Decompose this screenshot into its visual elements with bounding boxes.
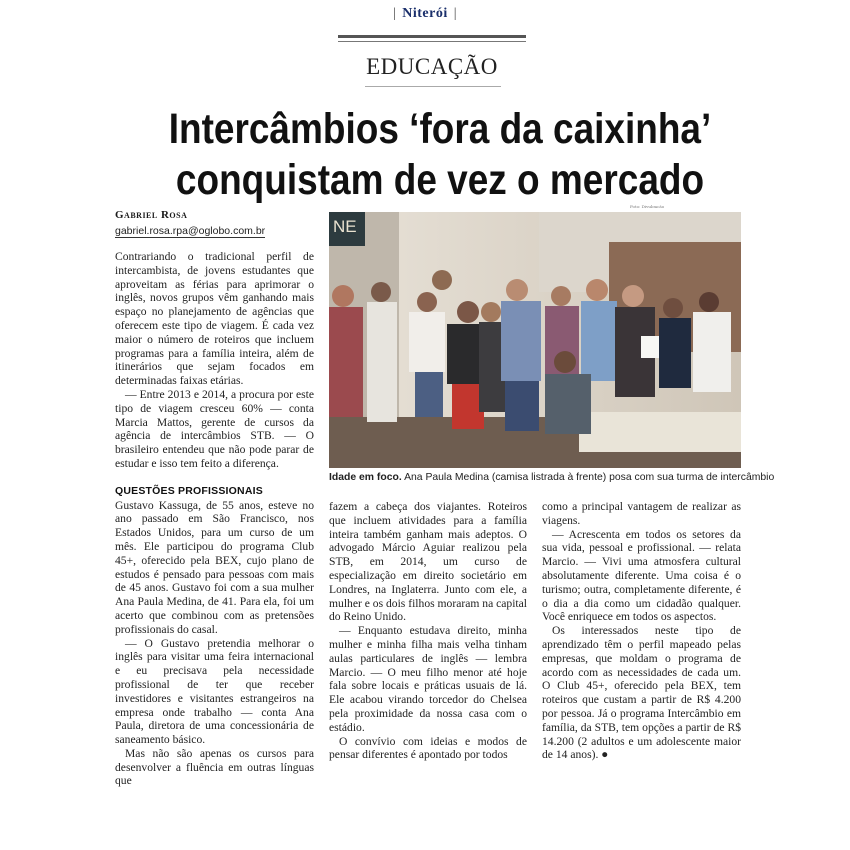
caption-lead: Idade em foco. (329, 472, 402, 483)
section-tag (0, 6, 850, 22)
byline-author: Gabriel Rosa (115, 209, 188, 221)
paragraph: fazem a cabeça dos viajantes. Roteiros que incluem atividades para a família inteira também ganham mais adeptos. O advogado Márcio Aguiar realizou pela STB, em 2014, um curso de especialização em direito societário em Londres, na Inglaterra. Junto com ele, a mulher e os dois filhos moraram na capital do Reino Unido. (329, 500, 528, 624)
column-3 (542, 500, 741, 762)
kicker-underline (365, 86, 501, 87)
subhead: QUESTÕES PROFISSIONAIS (115, 484, 263, 497)
section-name: Niterói (402, 6, 448, 21)
kicker: EDUCAÇÃO (366, 54, 498, 79)
paragraph: Mas não são apenas os cursos para desenvolver a fluência em outras línguas que (115, 746, 314, 788)
paragraph (542, 624, 741, 762)
column-2 (329, 500, 527, 762)
photo-illustration (329, 212, 741, 468)
headline-line-1: Intercâmbios ‘fora da caixinha’ (168, 105, 712, 153)
paragraph: — Entre 2013 e 2014, a procura por este tipo de viagem cresceu 60% — conta Marcia Mattos, gerente de cursos da agência de intercâmbios STB. — O brasileiro entendeu que não pode parar de estudar e isso tem feito a diferença. (115, 387, 314, 470)
headline (165, 104, 715, 206)
paragraph-text: Os interessados neste tipo de aprendizado têm o perfil mapeado pelas empresas, que moldam o programa de acordo com as necessidades de cada um. O Club 45+, oferecido pela BEX, tem roteiros que custam a partir de R$ 4.200 por pessoa. Já o programa Intercâmbio em família, da STB, tem opções a partir de R$ 14.200 (2 adultos e um adolescente maior de 14 anos). (542, 624, 741, 762)
header-rule-thin (338, 41, 526, 42)
headline-line-2: conquistam de vez o mercado (175, 156, 705, 204)
paragraph: — Acrescenta em todos os setores da sua vida, pessoal e profissional. — relata Marcio. — Vivi uma atmosfera cultural absolutamente diferente. Uma coisa é o turismo; outra, completamente diferente, é o dia a dia como um cidadão qualquer. Você enriquece em todos os aspectos. (542, 527, 741, 624)
photo-credit: Foto: Divulgação (630, 204, 665, 208)
paragraph: Gustavo Kassuga, de 55 anos, esteve no ano passado em São Francisco, nos Estados Unidos, para um curso de um mês. Ele participou do programa Club 45+, oferecido pela BEX, cujo plano de estudos é pensado para pessoas com mais de 45 anos. Gustavo foi com a sua mulher Ana Paula Medina, de 41. Para ela, foi um acerto que combinou com as pretensões profissionais do casal. (115, 498, 314, 636)
group-photo (329, 212, 741, 468)
divider: | (453, 6, 458, 21)
header-rule (338, 35, 526, 38)
paragraph: como a principal vantagem de realizar as viagens. (542, 500, 741, 527)
photo-caption (329, 472, 775, 483)
paragraph: — Enquanto estudava direito, minha mulher e minha filha mais velha tinham aulas particulares de inglês — lembra Marcio. — O meu filho menor até hoje fala sobre locais e práticas usuais de lá. Ele acabou virando torcedor do Chelsea pela proximidade da nossa casa com o estádio. (329, 624, 527, 734)
end-mark: ● (601, 748, 609, 762)
paragraph: — O Gustavo pretendia melhorar o inglês para visitar uma feira internacional e eu precisava pela necessidade profissional de ter que receber investidores e visitantes estrangeiros na empresa onde trabalho — conta Ana Paula, diretora de uma concessionária de saneamento básico. (115, 636, 314, 747)
photo-logo: NE (333, 217, 357, 236)
divider: | (392, 6, 397, 21)
paragraph: O convívio com ideias e modos de pensar diferentes é apontado por todos (329, 734, 527, 762)
column-1 (115, 250, 314, 788)
byline-email[interactable]: gabriel.rosa.rpa@oglobo.com.br (115, 225, 266, 237)
caption-text: Ana Paula Medina (camisa listrada à frente) posa com sua turma de intercâmbio (401, 472, 775, 483)
paragraph: Contrariando o tradicional perfil de intercambista, de jovens estudantes que aproveitam as férias para aprimorar o inglês, novos grupos vêm ganhando mais espaço no planejamento de agências que oferecem este tipo de viagem. É cada vez maior o número de roteiros que incluem programas para a família inteira, além de itinerários que sejam focados em determinadas faixas etárias. (115, 250, 314, 388)
